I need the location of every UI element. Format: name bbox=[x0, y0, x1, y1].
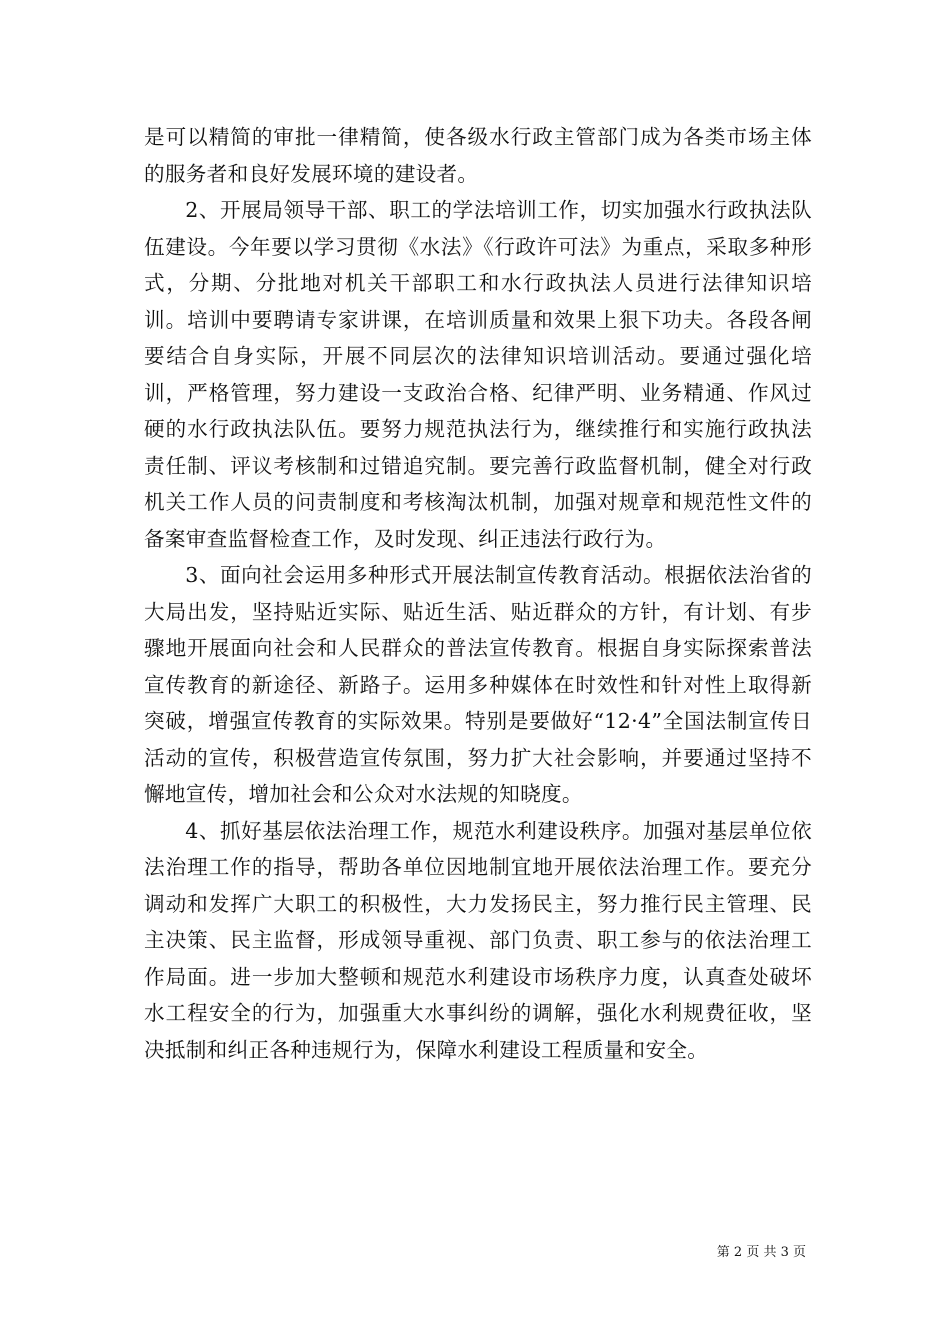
paragraph-item-3: 3、面向社会运用多种形式开展法制宣传教育活动。根据依法治省的大局出发，坚持贴近实际、贴近生活、贴近群众的方针，有计划、有步骤地开展面向社会和人民群众的普法宣传教育。根据自身实际探索普法宣传教育的新途径、新路子。运用多种媒体在时效性和针对性上取得新突破，增强宣传教育的实际效果。特别是要做好“12·4”全国法制宣传日活动的宣传，积极营造宣传氛围，努力扩大社会影响，并要通过坚持不懈地宣传，增加社会和公众对水法规的知晓度。 bbox=[144, 563, 812, 806]
paragraph-item-4: 4、抓好基层依法治理工作，规范水利建设秩序。加强对基层单位依法治理工作的指导，帮助各单位因地制宜地开展依法治理工作。要充分调动和发挥广大职工的积极性，大力发扬民主，努力推行民主管理、民主决策、民主监督，形成领导重视、部门负责、职工参与的依法治理工作局面。进一步加大整顿和规范水利建设市场秩序力度，认真查处破坏水工程安全的行为，加强重大水事纠纷的调解，强化水利规费征收，坚决抵制和纠正各种违规行为，保障水利建设工程质量和安全。 bbox=[144, 818, 812, 1062]
document-body bbox=[144, 119, 812, 1068]
paragraph-continuation: 是可以精简的审批一律精简，使各级水行政主管部门成为各类市场主体的服务者和良好发展环境的建设者。 bbox=[144, 125, 812, 186]
page-number: 第 2 页 共 3 页 bbox=[716, 1245, 806, 1260]
paragraph-item-2: 2、开展局领导干部、职工的学法培训工作，切实加强水行政执法队伍建设。今年要以学习贯彻《水法》《行政许可法》为重点，采取多种形式，分期、分批地对机关干部职工和水行政执法人员进行法律知识培训。培训中要聘请专家讲课，在培训质量和效果上狠下功夫。各段各闸要结合自身实际，开展不同层次的法律知识培训活动。要通过强化培训，严格管理，努力建设一支政治合格、纪律严明、业务精通、作风过硬的水行政执法队伍。要努力规范执法行为，继续推行和实施行政执法责任制、评议考核制和过错追究制。要完善行政监督机制，健全对行政机关工作人员的问责制度和考核淘汰机制，加强对规章和规范性文件的备案审查监督检查工作，及时发现、纠正违法行政行为。 bbox=[144, 198, 812, 551]
